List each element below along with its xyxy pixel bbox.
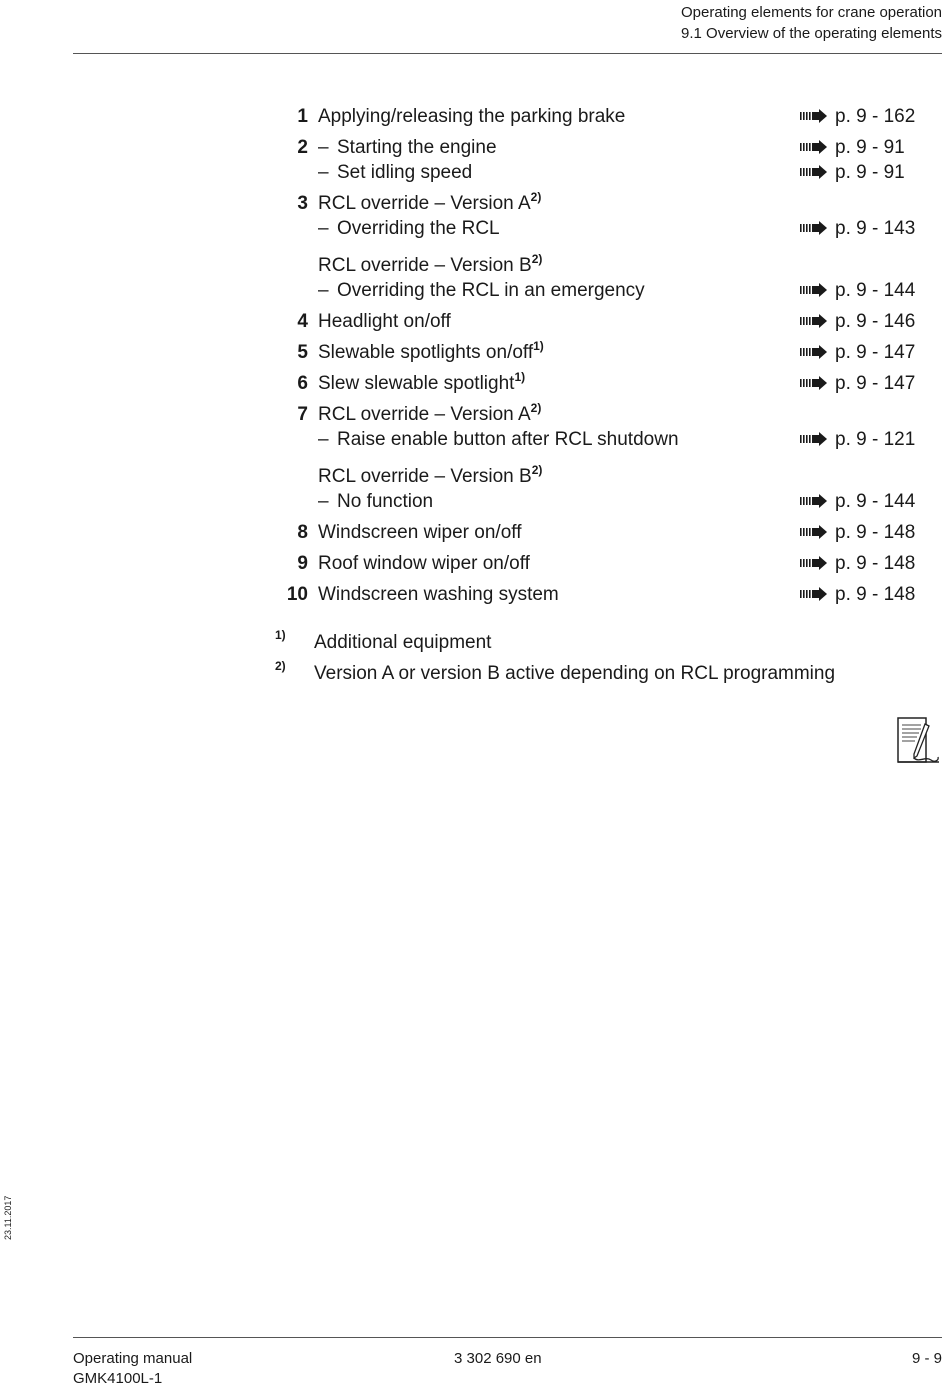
item-number: 6 (297, 373, 308, 394)
header-divider (73, 53, 942, 54)
item-label: RCL override – Version A (318, 193, 531, 214)
page-reference-link[interactable] (800, 551, 915, 576)
page-reference-text: p. 9 - 144 (835, 491, 916, 512)
item-text (318, 191, 541, 216)
footer-doc-number: 3 302 690 en (454, 1350, 542, 1367)
dash-marker: – (318, 218, 329, 239)
page-reference-text: p. 9 - 143 (835, 218, 916, 239)
page-reference-text: p. 9 - 144 (835, 280, 916, 301)
footnote-ref: 2) (530, 401, 542, 415)
item-label: Overriding the RCL in an emergency (337, 280, 645, 301)
footnote-text: Version A or version B active depending on RCL programming (314, 663, 836, 684)
list-item-line (270, 160, 930, 185)
item-label: Headlight on/off (318, 311, 451, 332)
item-text (318, 582, 559, 607)
item-text (318, 402, 541, 427)
arrow-right-icon (800, 221, 830, 235)
list-item-line (270, 520, 930, 545)
footnote-ref: 1) (514, 370, 526, 384)
item-label: Windscreen washing system (318, 584, 559, 605)
arrow-right-icon (800, 494, 830, 508)
item-label: Overriding the RCL (337, 218, 500, 239)
page-reference-link[interactable] (800, 427, 915, 452)
page-reference-link[interactable] (800, 489, 915, 514)
footnote-mark: 1) (275, 628, 286, 642)
footer-manual: Operating manual (73, 1350, 193, 1367)
item-text (318, 464, 542, 489)
item-number: 8 (297, 522, 308, 543)
item-label: RCL override – Version B (318, 466, 532, 487)
list-item-line (270, 427, 930, 452)
item-number: 5 (297, 342, 308, 363)
footnote-ref: 1) (533, 339, 544, 353)
list-item (270, 104, 930, 129)
list-item-line (270, 309, 930, 334)
arrow-right-icon (800, 283, 830, 297)
arrow-right-icon (800, 556, 830, 570)
dash-marker: – (318, 162, 329, 183)
footnote (270, 630, 930, 655)
page-reference-link[interactable] (800, 135, 905, 160)
footnote-mark: 2) (275, 659, 286, 673)
list-item (270, 191, 930, 303)
page-reference-text: p. 9 - 91 (835, 162, 905, 183)
item-label: RCL override – Version B (318, 255, 532, 276)
item-label: Starting the engine (337, 137, 497, 158)
list-item-line (270, 551, 930, 576)
list-item-line (270, 489, 930, 514)
item-text (318, 253, 542, 278)
footer-divider (73, 1337, 942, 1338)
item-text (318, 216, 500, 241)
list-item-line (270, 278, 930, 303)
item-label: Applying/releasing the parking brake (318, 106, 626, 127)
page-reference-link[interactable] (800, 309, 915, 334)
page-reference-link[interactable] (800, 520, 915, 545)
list-item-line (270, 135, 930, 160)
item-number: 3 (297, 193, 308, 214)
item-number: 1 (297, 106, 308, 127)
arrow-right-icon (800, 376, 830, 390)
list-item-line (270, 582, 930, 607)
page-reference-text: p. 9 - 121 (835, 429, 916, 450)
dash-marker: – (318, 491, 329, 512)
dash-marker: – (318, 429, 329, 450)
list-item-line (270, 464, 930, 489)
page-reference-link[interactable] (800, 104, 915, 129)
item-label: No function (337, 491, 434, 512)
arrow-right-icon (800, 587, 830, 601)
footnote (270, 661, 930, 686)
item-text (318, 371, 525, 396)
page-reference-text: p. 9 - 148 (835, 522, 916, 543)
item-text (318, 135, 497, 160)
item-text (318, 551, 530, 576)
page-reference-link[interactable] (800, 340, 915, 365)
item-number: 4 (297, 311, 308, 332)
page-reference-link[interactable] (800, 160, 905, 185)
page-reference-text: p. 9 - 148 (835, 553, 916, 574)
list-item-line (270, 104, 930, 129)
item-text (318, 489, 433, 514)
item-number: 7 (297, 404, 308, 425)
footnotes (270, 630, 930, 692)
arrow-right-icon (800, 109, 830, 123)
item-label: Raise enable button after RCL shutdown (337, 429, 679, 450)
footnote-ref: 2) (530, 190, 542, 204)
list-item-line (270, 253, 930, 278)
item-number: 10 (286, 584, 308, 605)
list-item-line (270, 371, 930, 396)
footnote-ref: 2) (531, 252, 543, 266)
list-item-line (270, 191, 930, 216)
page-reference-link[interactable] (800, 582, 915, 607)
page-reference-link[interactable] (800, 371, 915, 396)
dash-marker: – (318, 137, 329, 158)
item-label: Windscreen wiper on/off (318, 522, 522, 543)
page-reference-text: p. 9 - 91 (835, 137, 905, 158)
header-section: 9.1 Overview of the operating elements (681, 25, 942, 42)
arrow-right-icon (800, 525, 830, 539)
item-label: Set idling speed (337, 162, 473, 183)
item-text (318, 160, 472, 185)
item-text (318, 309, 451, 334)
page-reference-link[interactable] (800, 216, 915, 241)
item-text (318, 104, 625, 129)
page-reference-text: p. 9 - 146 (835, 311, 916, 332)
page-reference-link[interactable] (800, 278, 915, 303)
arrow-right-icon (800, 345, 830, 359)
footer-page-number: 9 - 9 (911, 1350, 942, 1367)
item-number: 2 (297, 137, 308, 158)
item-number: 9 (297, 553, 308, 574)
list-item (270, 309, 930, 334)
item-text (318, 340, 544, 365)
manual-pen-icon (895, 716, 941, 766)
footnote-ref: 2) (531, 463, 543, 477)
list-item (270, 402, 930, 514)
header-chapter: Operating elements for crane operation (681, 4, 942, 21)
list-item (270, 551, 930, 576)
footer-left (73, 1349, 192, 1389)
item-label: Roof window wiper on/off (318, 553, 530, 574)
footnote-text: Additional equipment (314, 632, 492, 653)
list-item (270, 371, 930, 396)
item-text (318, 278, 645, 303)
item-text (318, 520, 521, 545)
item-label: RCL override – Version A (318, 404, 531, 425)
page-reference-text: p. 9 - 162 (835, 106, 916, 127)
list-item (270, 135, 930, 185)
list-item-line (270, 402, 930, 427)
footer-model: GMK4100L-1 (73, 1370, 163, 1387)
page-reference-text: p. 9 - 147 (835, 373, 916, 394)
page-header (681, 2, 942, 44)
dash-marker: – (318, 280, 329, 301)
arrow-right-icon (800, 314, 830, 328)
item-text (318, 427, 679, 452)
item-label: Slewable spotlights on/off (318, 342, 534, 363)
list-item-line (270, 340, 930, 365)
operating-elements-list (270, 104, 930, 613)
page-reference-text: p. 9 - 147 (835, 342, 916, 363)
item-label: Slew slewable spotlight (318, 373, 515, 394)
list-item (270, 520, 930, 545)
arrow-right-icon (800, 140, 830, 154)
list-item (270, 340, 930, 365)
arrow-right-icon (800, 432, 830, 446)
page-reference-text: p. 9 - 148 (835, 584, 916, 605)
print-date: 23.11.2017 (3, 1195, 13, 1240)
list-item (270, 582, 930, 607)
arrow-right-icon (800, 165, 830, 179)
list-item-line (270, 216, 930, 241)
